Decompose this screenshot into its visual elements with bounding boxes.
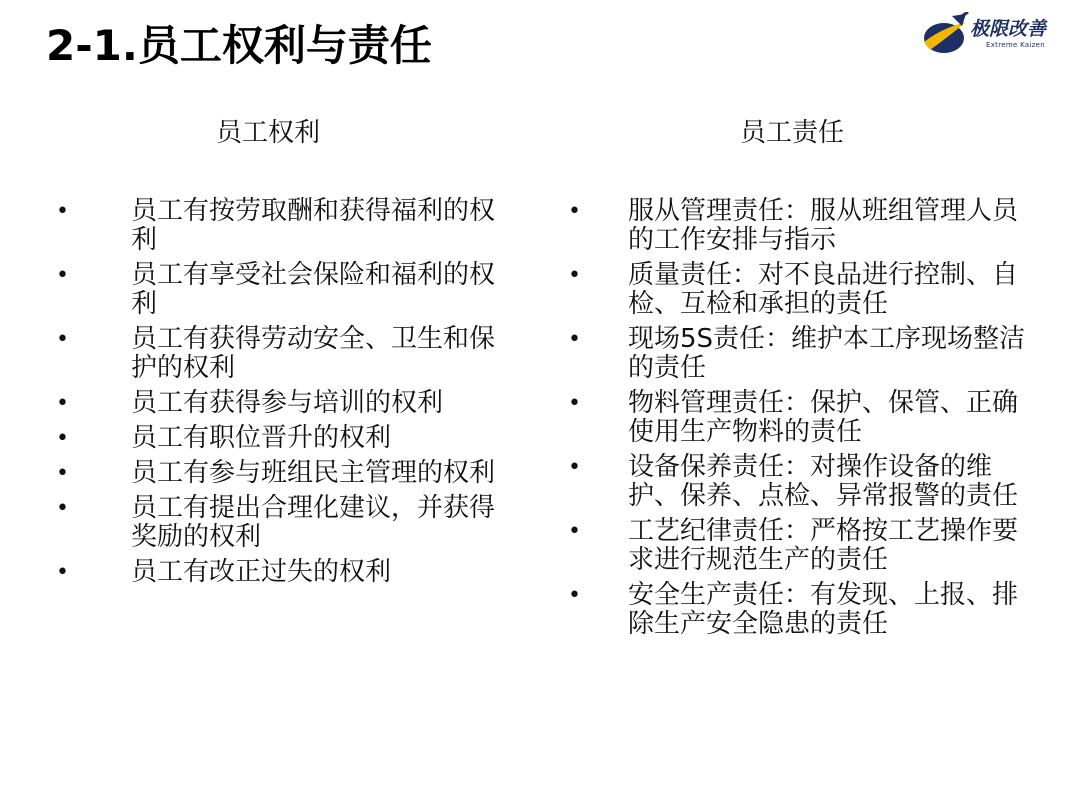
rights-item-text: 员工有按劳取酬和获得福利的权利 — [131, 196, 496, 255]
responsibilities-heading: 员工责任 — [740, 118, 845, 148]
bullet-icon: • — [56, 391, 69, 416]
list-item — [568, 453, 1038, 511]
list-item — [568, 197, 1038, 255]
rights-item-text: 员工有提出合理化建议，并获得奖励的权利 — [131, 493, 496, 552]
rights-item-text: 员工有享受社会保险和福利的权利 — [131, 260, 496, 319]
responsibility-item-text: 物料管理责任：保护、保管、正确使用生产物料的责任 — [628, 388, 1019, 447]
list-item — [568, 261, 1038, 319]
list-item — [56, 558, 496, 587]
logo-emblem-icon — [922, 12, 970, 58]
rights-item-text: 员工有获得参与培训的权利 — [131, 388, 444, 418]
rights-item-text: 员工有职位晋升的权利 — [131, 423, 392, 453]
rights-item-text: 员工有改正过失的权利 — [131, 557, 392, 587]
list-item — [56, 325, 496, 383]
bullet-icon: • — [56, 199, 69, 224]
bullet-icon: • — [568, 263, 581, 288]
bullet-icon: • — [568, 455, 581, 480]
bullet-icon: • — [568, 199, 581, 224]
list-item — [568, 389, 1038, 447]
brand-logo — [922, 10, 1072, 62]
responsibility-item-text: 服从管理责任：服从班组管理人员的工作安排与指示 — [628, 196, 1019, 255]
bullet-icon: • — [56, 560, 69, 585]
bullet-icon: • — [56, 496, 69, 521]
responsibility-item-text: 设备保养责任：对操作设备的维护、保养、点检、异常报警的责任 — [628, 452, 1019, 511]
responsibility-item-text: 安全生产责任：有发现、上报、排除生产安全隐患的责任 — [628, 580, 1019, 639]
list-item — [568, 517, 1038, 575]
rights-item-text: 员工有获得劳动安全、卫生和保护的权利 — [131, 324, 496, 383]
responsibilities-list — [568, 197, 1038, 645]
rights-item-text: 员工有参与班组民主管理的权利 — [131, 458, 496, 488]
page-title: 2-1.员工权利与责任 — [46, 21, 432, 70]
bullet-icon: • — [568, 391, 581, 416]
rights-list — [56, 197, 496, 593]
list-item — [56, 261, 496, 319]
bullet-icon: • — [568, 519, 581, 544]
logo-subtitle: Extreme Kaizen — [986, 41, 1046, 49]
list-item — [56, 197, 496, 255]
bullet-icon: • — [568, 583, 581, 608]
bullet-icon: • — [56, 426, 69, 451]
list-item — [568, 581, 1038, 639]
bullet-icon: • — [568, 327, 581, 352]
list-item — [56, 424, 496, 453]
list-item — [56, 494, 496, 552]
responsibility-item-text: 现场5S责任：维护本工序现场整洁的责任 — [628, 324, 1026, 383]
list-item — [56, 459, 496, 488]
responsibility-item-text: 质量责任：对不良品进行控制、自检、互检和承担的责任 — [628, 260, 1019, 319]
bullet-icon: • — [56, 327, 69, 352]
rights-heading: 员工权利 — [216, 118, 321, 148]
bullet-icon: • — [56, 461, 69, 486]
bullet-icon: • — [56, 263, 69, 288]
logo-name: 极限改善 — [970, 18, 1047, 40]
list-item — [56, 389, 496, 418]
responsibility-item-text: 工艺纪律责任：严格按工艺操作要求进行规范生产的责任 — [628, 516, 1019, 575]
list-item — [568, 325, 1038, 383]
